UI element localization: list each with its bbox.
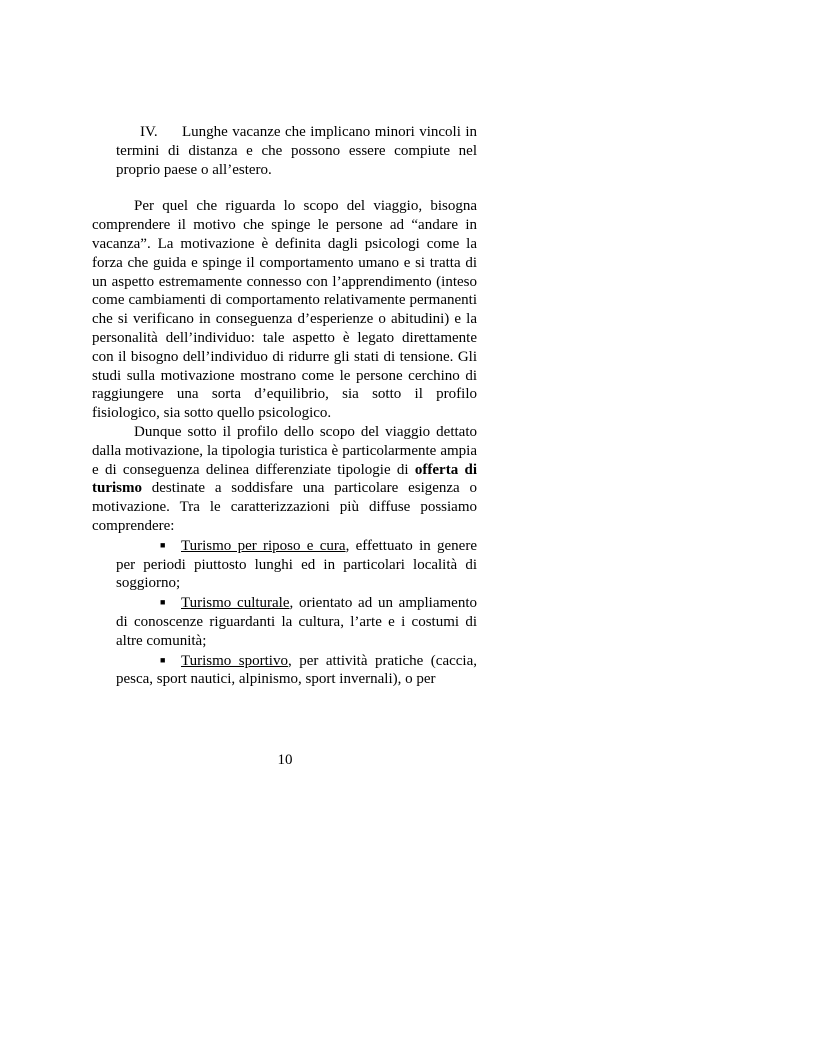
bullet-text: , orientato ad un ampliamento di conoscenze riguardanti la cultura, l’arte e i costumi di altre comunità; (116, 595, 477, 649)
list-item-iv (116, 123, 477, 179)
bullet-term: Turismo sportivo (181, 652, 288, 669)
body-text (92, 123, 477, 689)
list-item (116, 593, 477, 650)
list-item (116, 651, 477, 690)
page-number: 10 (277, 752, 293, 768)
list-item (116, 536, 477, 593)
list-item-text: Lunghe vacanze che implicano minori vincoli in termini di distanza e che possono essere compiute nel proprio paese o all’estero. (116, 124, 477, 178)
bullet-term: Turismo per riposo e cura (181, 537, 346, 554)
paragraph-text-end: destinate a soddisfare una particolare esigenza o motivazione. Tra le caratterizzazioni più diffuse possiamo comprendere: (92, 480, 477, 534)
paragraph-text-start: Dunque sotto il profilo dello scopo del viaggio dettato dalla motivazione, la tipologia turistica è particolarmente ampia e di conseguenza delinea differenziate tipologie di (92, 423, 477, 478)
bullet-term: Turismo culturale (181, 595, 290, 612)
bullet-text: , effettuato in genere per periodi piuttosto lunghi ed in particolari località di soggiorno; (116, 537, 477, 592)
square-bullet-icon: ■ (160, 539, 166, 550)
square-bullet-icon: ■ (160, 654, 166, 665)
list-item-number: IV. (140, 124, 158, 140)
square-bullet-icon: ■ (160, 597, 166, 608)
bold-term: offerta di turismo (92, 461, 478, 497)
bullet-text: , per attività pratiche (caccia, pesca, sport nautici, alpinismo, sport invernali), o per (116, 652, 477, 688)
paragraph-motivation (92, 423, 477, 536)
paragraph-purpose: Per quel che riguarda lo scopo del viaggio, bisogna comprendere il motivo che spinge le persone ad “andare in vacanza”. La motivazione è definita dagli psicologi come la forza che guida e spinge il comportamento umano e si tratta di un aspetto estremamente connesso con l’apprendimento (inteso come cambiamenti di comportamento relativamente permanenti che si verificano in conseguenza d’esperienze o abitudini) e la personalità dell’individuo: tale aspetto è legato direttamente con il bisogno dell’individuo di ridurre gli stati di tensione. Gli studi sulla motivazione mostrano come le persone cerchino di raggiungere una sorta d’equilibrio, sia sotto il profilo fisiologico, sia sotto quello psicologico. (92, 198, 477, 422)
